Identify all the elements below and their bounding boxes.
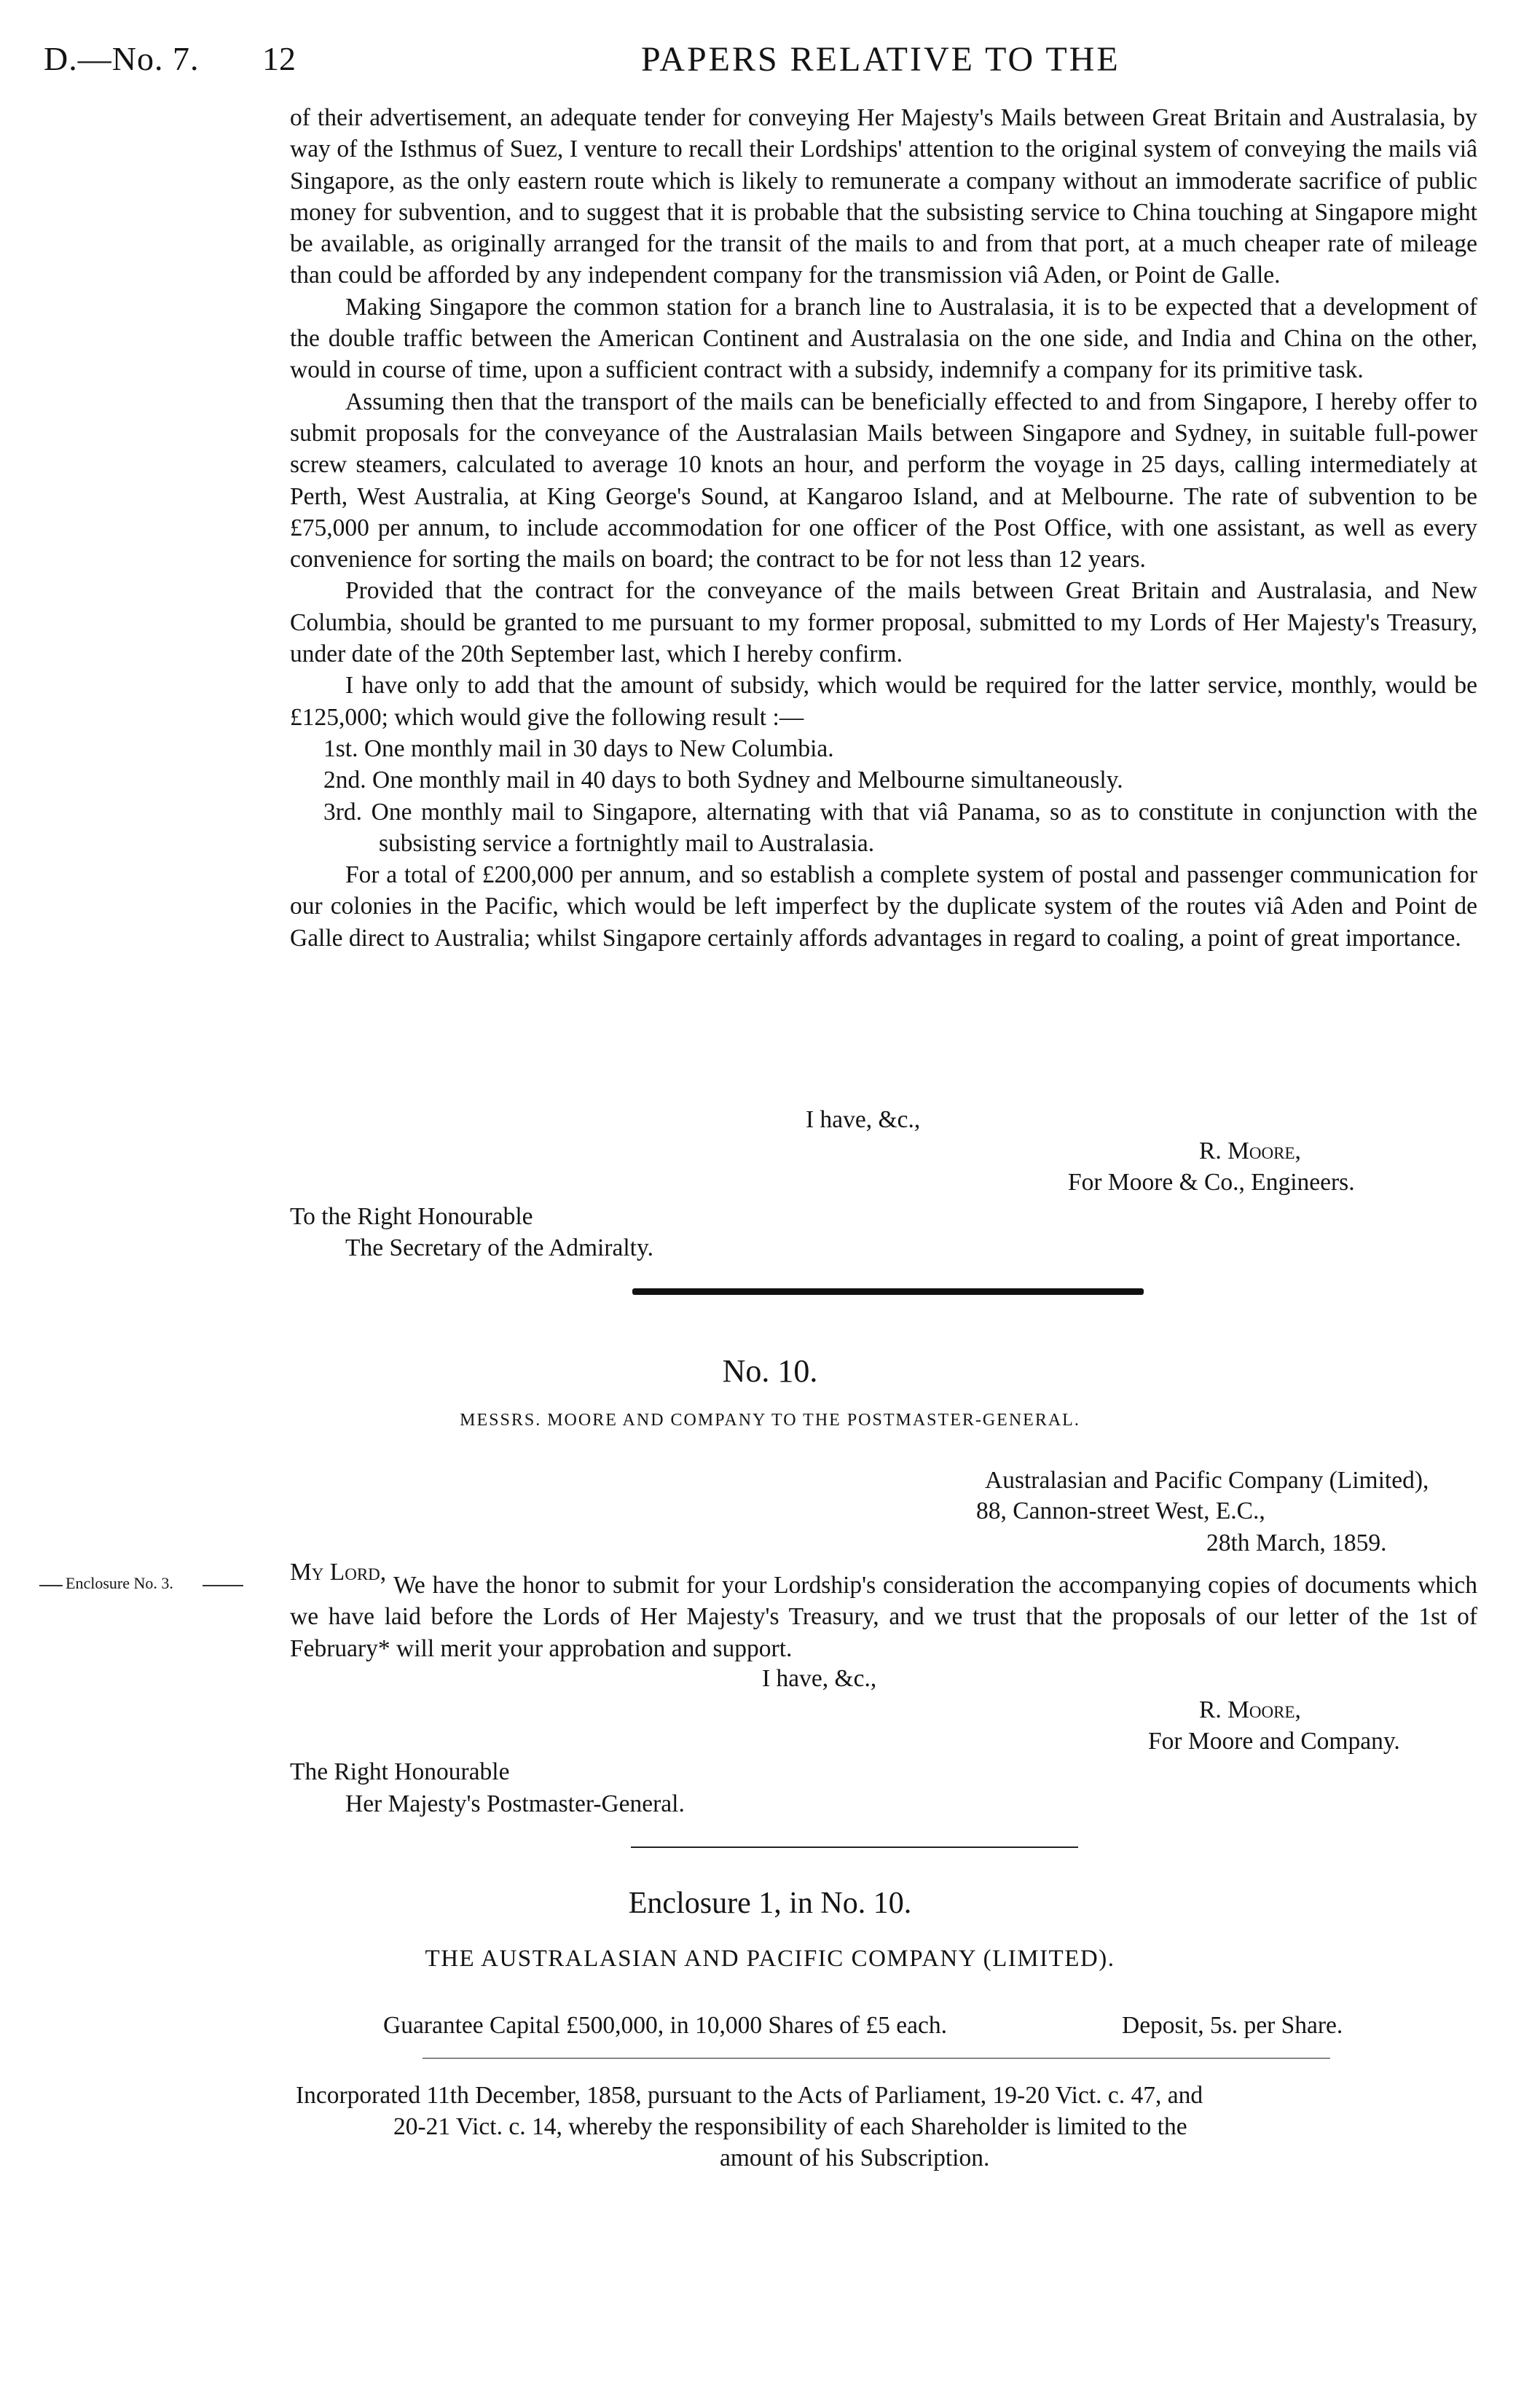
salutation: My Lord, (290, 1559, 387, 1586)
signature-2: R. Moore, (1199, 1696, 1301, 1723)
result-text-1: One monthly mail in 30 days to New Columbia. (364, 735, 834, 762)
company-name: THE AUSTRALASIAN AND PACIFIC COMPANY (LIMITED). (425, 1946, 1115, 1972)
signature-role-2: For Moore and Company. (1148, 1728, 1400, 1755)
result-text-2: One monthly mail in 40 days to both Sydney and Melbourne simultaneously. (372, 767, 1123, 794)
running-title: PAPERS RELATIVE TO THE (641, 40, 1120, 79)
margin-rule-left (39, 1585, 63, 1586)
paragraph-2: Making Singapore the common station for a branch line to Australasia, it is to be expected that a development of the double traffic between the American Continent and Australasia on the one side, and India and China on the other, would in course of time, upon a sufficient contract with a subsidy, indemnify a company for its primitive task. (290, 293, 1477, 384)
paragraph-4: Provided that the contract for the conveyance of the mails between Great Britain and Australasia, and New Columbia, should be granted to me pursuant to my former proposal, submitted to my Lords of Her Majesty's Treasury, under date of the 20th September last, which I hereby confirm. (290, 577, 1477, 668)
result-number-2: 2nd. (323, 767, 366, 794)
signature-1: R. Moore, (1199, 1137, 1301, 1164)
enclosure-reference: Enclosure No. 3. (66, 1574, 173, 1592)
section-divider-thin (631, 1846, 1078, 1848)
paragraph-1: of their advertisement, an adequate tender for conveying Her Majesty's Mails between Great Britain and Australasia, by way of the Isthmus of Suez, I venture to recall their Lordships' attention to the original system of conveying the mails viâ Singapore, as the only eastern route which is likely to remunerate a company without an immoderate sacrifice of public money for subvention, and to suggest that it is probable that the subsisting service to China touching at Singapore might be available, as originally arranged for the transit of the mails to and from that port, at a much cheaper rate of mileage than could be afforded by any independent company for the transmission viâ Aden, or Point de Galle. (290, 104, 1477, 289)
section-divider-thick (632, 1288, 1144, 1295)
paragraph-5: I have only to add that the amount of subsidy, which would be required for the latter service, monthly, would be £125,000; which would give the following result :— (290, 672, 1477, 731)
no10-body-paragraph: We have the honor to submit for your Lordship's consideration the accompanying copies of documents which we have laid before the Lords of Her Majesty's Treasury, and we trust that the proposals of our letter of the 1st of February* will merit your approbation and support. (290, 1572, 1477, 1662)
no10-title: No. 10. (722, 1353, 818, 1389)
result-text-3: One monthly mail to Singapore, alternating with that viâ Panama, so as to constitute in conjunction with the subsisting service a fortnightly mail to Australasia. (371, 798, 1478, 857)
enclosure-rule (423, 2058, 1330, 2059)
incorporation-line-1: Incorporated 11th December, 1858, pursuant to the Acts of Parliament, 19-20 Vict. c. 47, and (296, 2082, 1203, 2109)
result-number-3: 3rd. (323, 798, 363, 826)
margin-rule-right (203, 1585, 243, 1586)
result-item-2 (290, 764, 1477, 796)
incorporation-line-3: amount of his Subscription. (720, 2145, 990, 2171)
addressee-1-line-1: To the Right Honourable (290, 1203, 533, 1230)
letter-date: 28th March, 1859. (1206, 1530, 1387, 1556)
addressee-2-line-2: Her Majesty's Postmaster-General. (345, 1790, 685, 1817)
final-paragraph: For a total of £200,000 per annum, and so establish a complete system of postal and passenger communication for our colonies in the Pacific, which would be left imperfect by the duplicate system of the routes viâ Aden and Point de Galle direct to Australia; whilst Singapore certainly affords advantages in regard to coaling, a point of great importance. (290, 861, 1477, 952)
incorporation-line-2: 20-21 Vict. c. 14, whereby the responsibility of each Shareholder is limited to the (393, 2113, 1187, 2140)
closing-1: I have, &c., (806, 1106, 921, 1133)
running-head (44, 39, 1501, 83)
paragraph-3: Assuming then that the transport of the mails can be beneficially effected to and from Singapore, I hereby offer to submit proposals for the conveyance of the Australasian Mails between Singapore and Sydney, in suitable full-power screw steamers, calculated to average 10 knots an hour, and perform the voyage in 25 days, calling intermediately at Perth, West Australia, at King George's Sound, at Kangaroo Island, and at Melbourne. The rate of subvention to be £75,000 per annum, to include accommodation for one officer of the Post Office, with one assistant, as well as every convenience for sorting the mails on board; the contract to be for not less than 12 years. (290, 388, 1477, 573)
deposit-line: Deposit, 5s. per Share. (1122, 2012, 1343, 2039)
addressee-1-line-2: The Secretary of the Admiralty. (345, 1234, 653, 1261)
no10-subtitle: MESSRS. MOORE AND COMPANY TO THE POSTMASTER-GENERAL. (460, 1411, 1080, 1430)
letter-body (290, 102, 1477, 954)
company-address-line-1: Australasian and Pacific Company (Limited), (985, 1467, 1429, 1494)
addressee-2-line-1: The Right Honourable (290, 1758, 510, 1785)
signature-role-1: For Moore & Co., Engineers. (1068, 1169, 1355, 1196)
closing-2: I have, &c., (762, 1665, 877, 1692)
result-item-3 (290, 796, 1477, 860)
result-item-1 (290, 733, 1477, 764)
company-address-line-2: 88, Cannon-street West, E.C., (976, 1497, 1265, 1524)
section-reference: D.—No. 7. (44, 40, 200, 77)
no10-body (290, 1570, 1477, 1664)
enclosure-title: Enclosure 1, in No. 10. (628, 1887, 912, 1920)
page-number: 12 (262, 40, 296, 77)
capital-line: Guarantee Capital £500,000, in 10,000 Shares of £5 each. (383, 2012, 948, 2039)
result-number-1: 1st. (323, 735, 358, 762)
